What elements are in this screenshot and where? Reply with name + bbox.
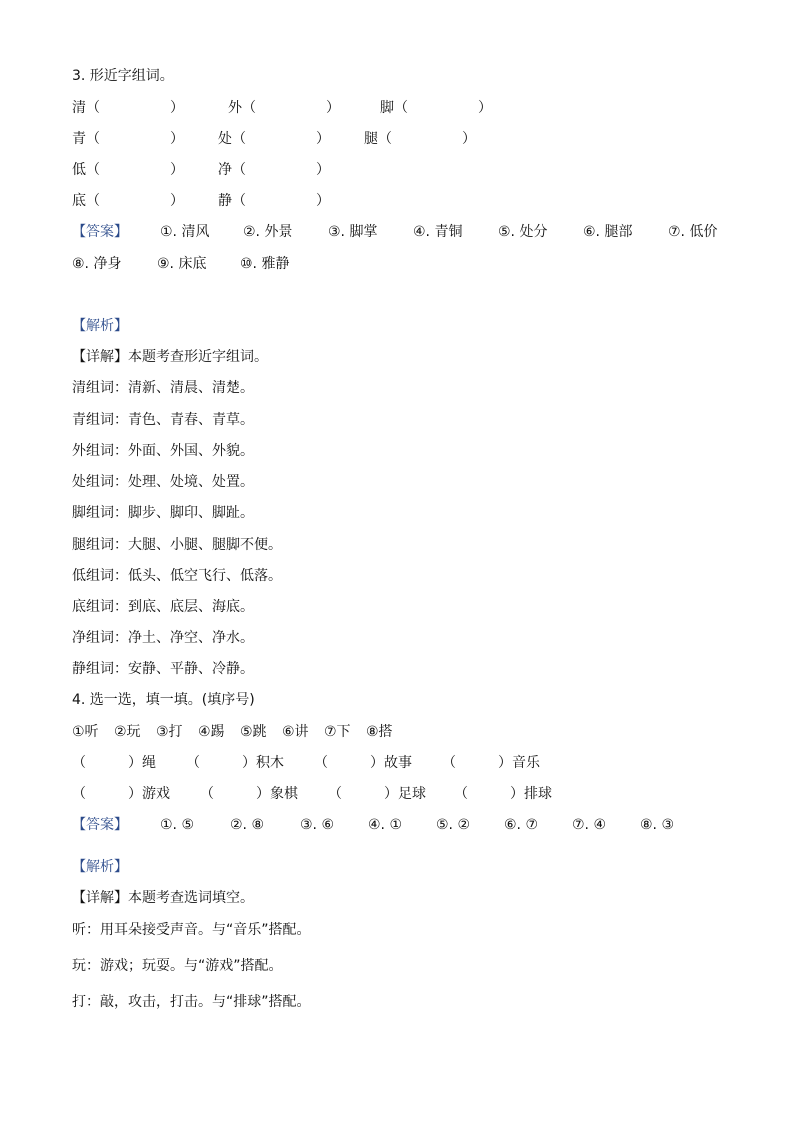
- explanation-line: 脚组词：脚步、脚印、脚趾。: [72, 505, 254, 521]
- q3-blank[interactable]: 脚（ ）: [380, 100, 492, 116]
- explanation-line: 玩：游戏；玩耍。与“游戏”搭配。: [72, 958, 283, 974]
- answer-item: ⑧. 净身: [72, 256, 122, 272]
- answer-item: ②. ⑧: [230, 817, 265, 833]
- answer-item: ①. ⑤: [160, 817, 195, 833]
- explanation-line: 低组词：低头、低空飞行、低落。: [72, 568, 282, 584]
- q4-title: 4. 选一选，填一填。(填序号): [72, 692, 255, 708]
- answer-item: ②. 外景: [243, 224, 293, 240]
- q3-title: 3. 形近字组词。: [72, 68, 174, 84]
- answer-item: ③. ⑥: [300, 817, 335, 833]
- answer-tag: 【答案】: [72, 224, 128, 240]
- detail-line: 【详解】本题考查形近字组词。: [72, 349, 268, 365]
- explanation-line: 打：敲，攻击，打击。与“排球”搭配。: [72, 994, 311, 1010]
- answer-item: ⑧. ③: [640, 817, 675, 833]
- answer-item: ⑨. 床底: [157, 256, 207, 272]
- explanation-line: 清组词：清新、清晨、清楚。: [72, 380, 254, 396]
- q3-blank[interactable]: 低（ ）: [72, 162, 184, 178]
- q4-option: ⑥讲: [282, 724, 309, 740]
- q4-blank[interactable]: （ ）游戏: [72, 786, 170, 802]
- analysis-tag: 【解析】: [72, 859, 128, 875]
- answer-item: ⑥. ⑦: [504, 817, 539, 833]
- q3-blank[interactable]: 静（ ）: [218, 193, 330, 209]
- answer-item: ⑩. 雅静: [240, 256, 290, 272]
- q4-option: ①听: [72, 724, 99, 740]
- q4-blank[interactable]: （ ）音乐: [442, 755, 540, 771]
- q3-blank[interactable]: 净（ ）: [218, 162, 330, 178]
- q4-option: ③打: [156, 724, 183, 740]
- answer-item: ①. 清风: [160, 224, 210, 240]
- explanation-line: 外组词：外面、外国、外貌。: [72, 443, 254, 459]
- q3-blank[interactable]: 底（ ）: [72, 193, 184, 209]
- answer-tag: 【答案】: [72, 817, 128, 833]
- answer-item: ⑦. 低价: [668, 224, 718, 240]
- q4-blank[interactable]: （ ）故事: [314, 755, 412, 771]
- answer-item: ③. 脚掌: [328, 224, 378, 240]
- answer-item: ⑤. ②: [436, 817, 471, 833]
- answer-item: ⑥. 腿部: [583, 224, 633, 240]
- q4-blank[interactable]: （ ）排球: [454, 786, 552, 802]
- q4-option: ②玩: [114, 724, 141, 740]
- q3-blank[interactable]: 青（ ）: [72, 131, 184, 147]
- q3-blank[interactable]: 腿（ ）: [364, 131, 476, 147]
- q3-blank[interactable]: 处（ ）: [218, 131, 330, 147]
- explanation-line: 听：用耳朵接受声音。与“音乐”搭配。: [72, 922, 311, 938]
- detail-line: 【详解】本题考查选词填空。: [72, 890, 254, 906]
- answer-item: ⑤. 处分: [498, 224, 548, 240]
- explanation-line: 底组词：到底、底层、海底。: [72, 599, 254, 615]
- q4-option: ⑦下: [324, 724, 351, 740]
- q4-option: ④踢: [198, 724, 225, 740]
- q4-blank[interactable]: （ ）绳: [72, 755, 156, 771]
- answer-item: ④. 青铜: [413, 224, 463, 240]
- analysis-tag: 【解析】: [72, 318, 128, 334]
- q3-blank[interactable]: 清（ ）: [72, 100, 184, 116]
- q3-blank[interactable]: 外（ ）: [228, 100, 340, 116]
- q4-option: ⑤跳: [240, 724, 267, 740]
- q4-blank[interactable]: （ ）足球: [328, 786, 426, 802]
- q4-option: ⑧搭: [366, 724, 393, 740]
- q4-blank[interactable]: （ ）象棋: [200, 786, 298, 802]
- explanation-line: 青组词：青色、青春、青草。: [72, 412, 254, 428]
- explanation-line: 腿组词：大腿、小腿、腿脚不便。: [72, 537, 282, 553]
- answer-item: ④. ①: [368, 817, 403, 833]
- q4-blank[interactable]: （ ）积木: [186, 755, 284, 771]
- answer-item: ⑦. ④: [572, 817, 607, 833]
- explanation-line: 静组词：安静、平静、冷静。: [72, 661, 254, 677]
- explanation-line: 净组词：净土、净空、净水。: [72, 630, 254, 646]
- explanation-line: 处组词：处理、处境、处置。: [72, 474, 254, 490]
